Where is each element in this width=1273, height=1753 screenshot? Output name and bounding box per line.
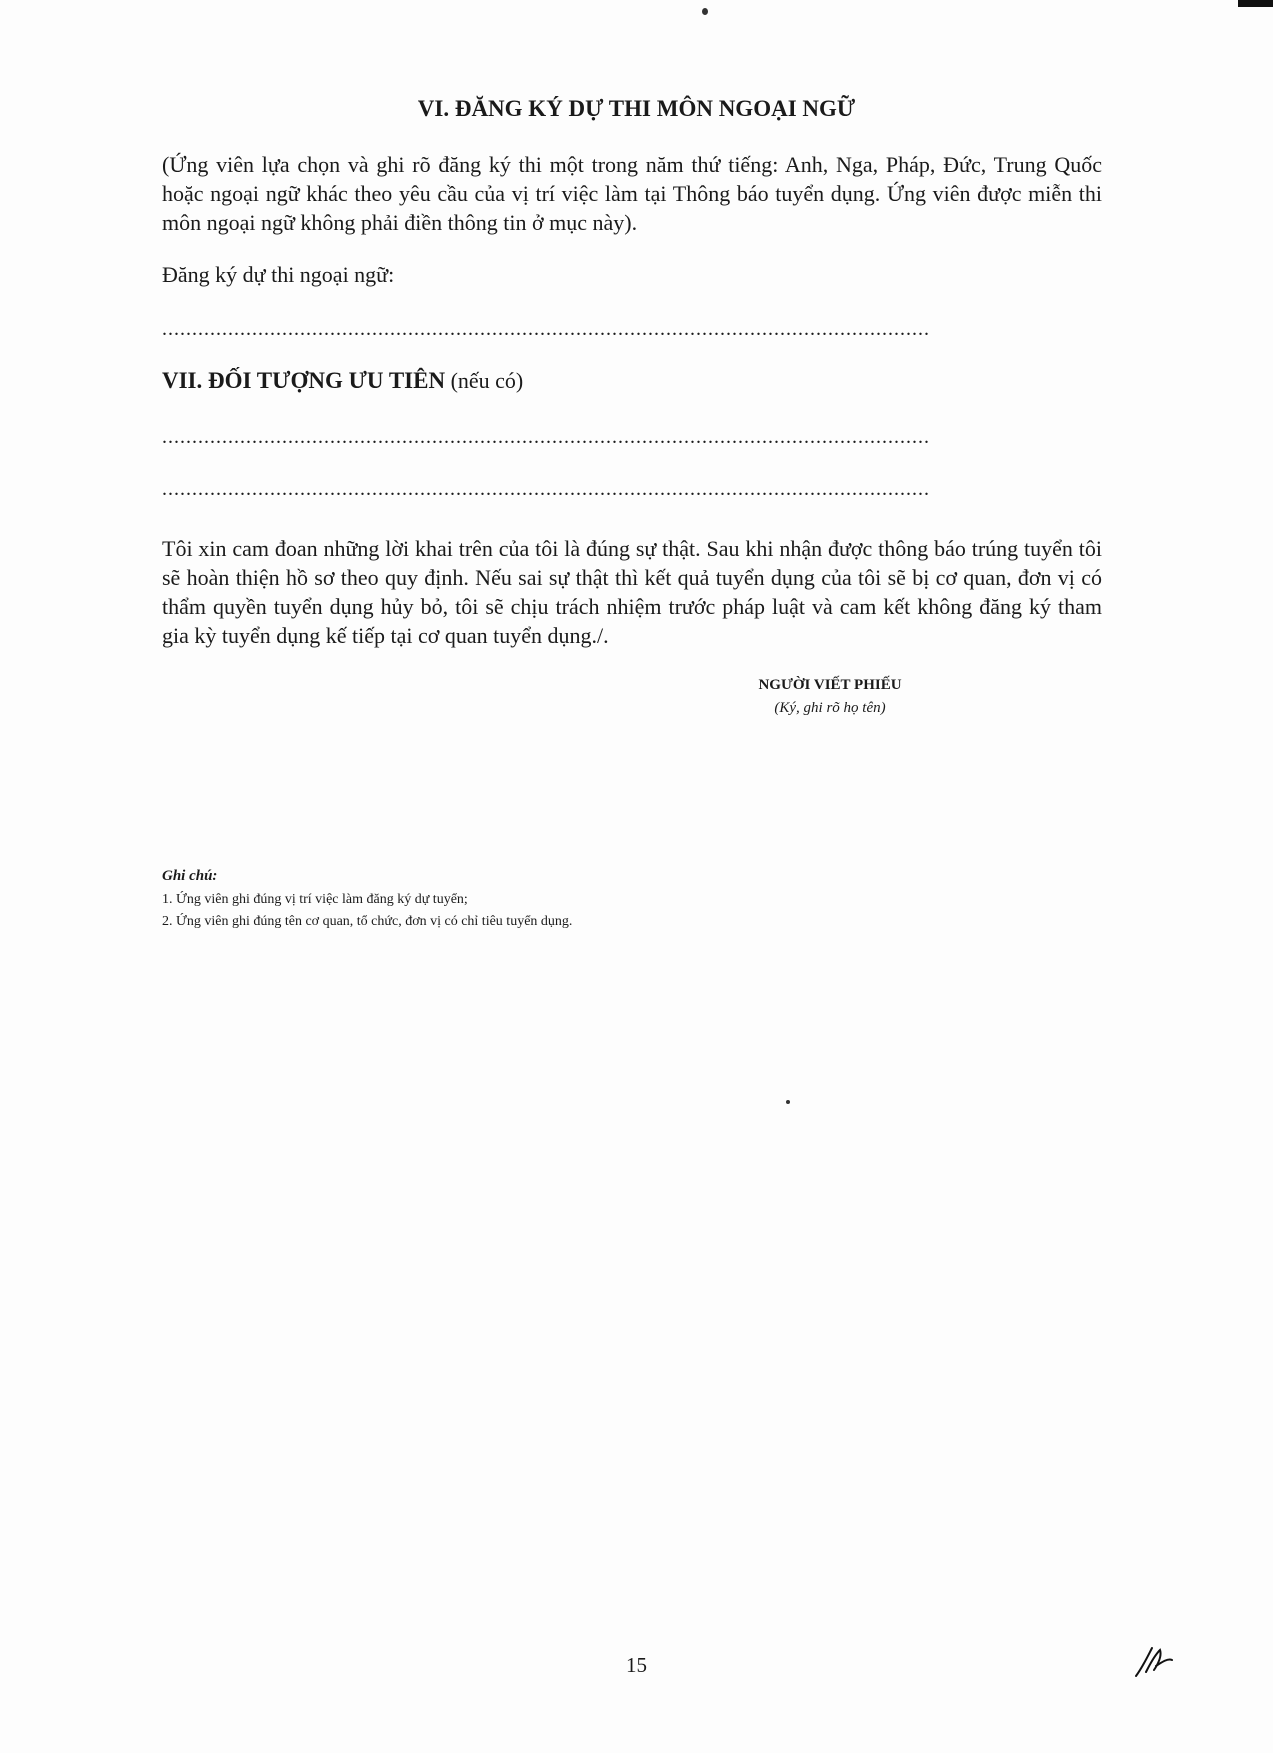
section-vii-title-suffix: (nếu có) — [445, 368, 524, 393]
section-vi-title: VI. ĐĂNG KÝ DỰ THI MÔN NGOẠI NGỮ — [417, 96, 856, 121]
notes-title: Ghi chú: — [162, 868, 218, 884]
page-number: 15 — [626, 1653, 647, 1677]
signature-title: NGƯỜI VIẾT PHIẾU — [758, 677, 902, 693]
foreign-language-label: Đăng ký dự thi ngoại ngữ: — [162, 262, 395, 287]
section-vii-title-bold: VII. ĐỐI TƯỢNG ƯU TIÊN — [162, 368, 446, 393]
scan-edge-mark — [1238, 0, 1273, 7]
scan-speck — [702, 8, 708, 15]
section-vi-instruction: (Ứng viên lựa chọn và ghi rõ đăng ký thi một trong năm thứ tiếng: Anh, Nga, Pháp, Đức, Trung Quốc hoặc ngoại ngữ khác theo yêu cầu của vị trí việc làm tại Thông báo tuyển dụng. Ứng viên được miễn thi môn ngoại ngữ không phải điền thông tin ở mục này). — [162, 152, 1102, 235]
priority-input-line-2[interactable]: ................................................................................................................................ — [162, 478, 930, 500]
note-item-2: 2. Ứng viên ghi đúng tên cơ quan, tổ chức, đơn vị có chỉ tiêu tuyển dụng. — [162, 914, 573, 929]
scan-speck — [786, 1100, 790, 1104]
initials-signature-icon — [1132, 1642, 1176, 1682]
section-vii-title — [162, 368, 862, 394]
foreign-language-input-line[interactable]: ................................................................................................................................ — [162, 318, 930, 340]
priority-input-line-1[interactable]: ................................................................................................................................ — [162, 426, 930, 448]
declaration-paragraph: Tôi xin cam đoan những lời khai trên của tôi là đúng sự thật. Sau khi nhận được thông báo trúng tuyển tôi sẽ hoàn thiện hồ sơ theo quy định. Nếu sai sự thật thì kết quả tuyển dụng của tôi sẽ bị cơ quan, đơn vị có thẩm quyền tuyển dụng hủy bỏ, tôi sẽ chịu trách nhiệm trước pháp luật và cam kết không đăng ký tham gia kỳ tuyển dụng kế tiếp tại cơ quan tuyển dụng./. — [162, 536, 1102, 648]
note-item-1: 1. Ứng viên ghi đúng vị trí việc làm đăng ký dự tuyển; — [162, 892, 468, 907]
signature-subtitle: (Ký, ghi rõ họ tên) — [774, 700, 886, 716]
